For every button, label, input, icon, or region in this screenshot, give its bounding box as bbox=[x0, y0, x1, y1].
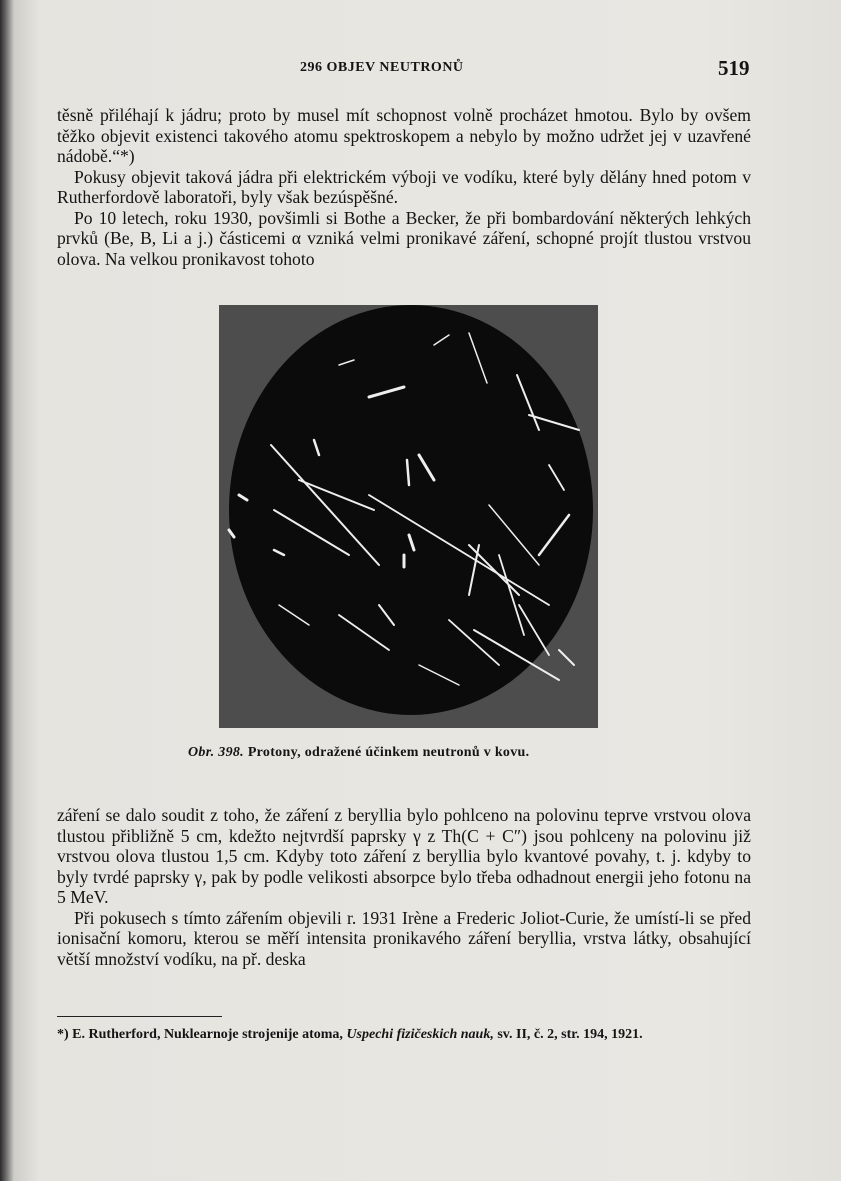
figure-caption bbox=[188, 745, 658, 761]
footnote-text-after: sv. II, č. 2, str. 194, 1921. bbox=[497, 1027, 643, 1042]
footnote-journal: Uspechi fizičeskich nauk, bbox=[346, 1027, 494, 1042]
cloud-chamber-photo bbox=[219, 305, 598, 728]
text-block-top bbox=[57, 105, 751, 269]
footnote-text-before: E. Rutherford, Nuklearnoje strojenije atoma, bbox=[72, 1027, 343, 1042]
page-header bbox=[0, 58, 841, 82]
text-block-bottom bbox=[57, 805, 751, 969]
figure-label: Obr. 398. bbox=[188, 745, 244, 760]
footnote-marker: *) bbox=[57, 1027, 69, 1042]
paragraph: Při pokusech s tímto zářením objevili r. 1931 Irène a Frederic Joliot-Curie, že umístí-li se před ionisační komoru, kterou se měří intensita pronikavého záření beryllia, vrstva látky, obsahující větší množství vodíku, na př. deska bbox=[57, 907, 751, 969]
proton-tracks-image bbox=[219, 305, 598, 728]
paragraph: záření se dalo soudit z toho, že záření z beryllia bylo pohlceno na polovinu teprve vrstvou olova tlustou přibližně 5 cm, kdežto nejtvrdší paprsky γ z Th(C + C″) jsou pohlceny na polovinu již vrstvou olova tlustou 1,5 cm. Kdyby toto záření z beryllia bylo kvantové povahy, t. j. kdyby to byly tvrdé paprsky γ, pak by podle velikosti absorpce bylo třeba odhadnout energii jeho fotonu na 5 MeV. bbox=[57, 805, 751, 907]
running-head: 296 OBJEV NEUTRONŮ bbox=[300, 60, 464, 75]
page-number: 519 bbox=[718, 56, 750, 80]
footnote bbox=[57, 1025, 757, 1045]
paragraph: těsně přiléhají k jádru; proto by musel mít schopnost volně procházet hmotou. Bylo by ovšem těžko objevit existenci takového atomu spektroskopem a nebylo by možno udržet jej v uzavřené nádobě.“*) bbox=[57, 105, 751, 166]
figure-caption-text: Protony, odražené účinkem neutronů v kovu. bbox=[247, 745, 530, 760]
paragraph: Po 10 letech, roku 1930, povšimli si Bothe a Becker, že při bombardování některých lehkých prvků (Be, B, Li a j.) částicemi α vzniká velmi pronikavé záření, schopné projít tlustou vrstvou olova. Na velkou pronikavost tohoto bbox=[57, 207, 751, 269]
footnote-divider bbox=[57, 1016, 222, 1017]
chamber-disc bbox=[229, 305, 593, 715]
paragraph: Pokusy objevit taková jádra při elektrickém výboji ve vodíku, které byly dělány hned potom v Rutherfordově laboratoři, byly však bezúspěšné. bbox=[57, 166, 751, 207]
